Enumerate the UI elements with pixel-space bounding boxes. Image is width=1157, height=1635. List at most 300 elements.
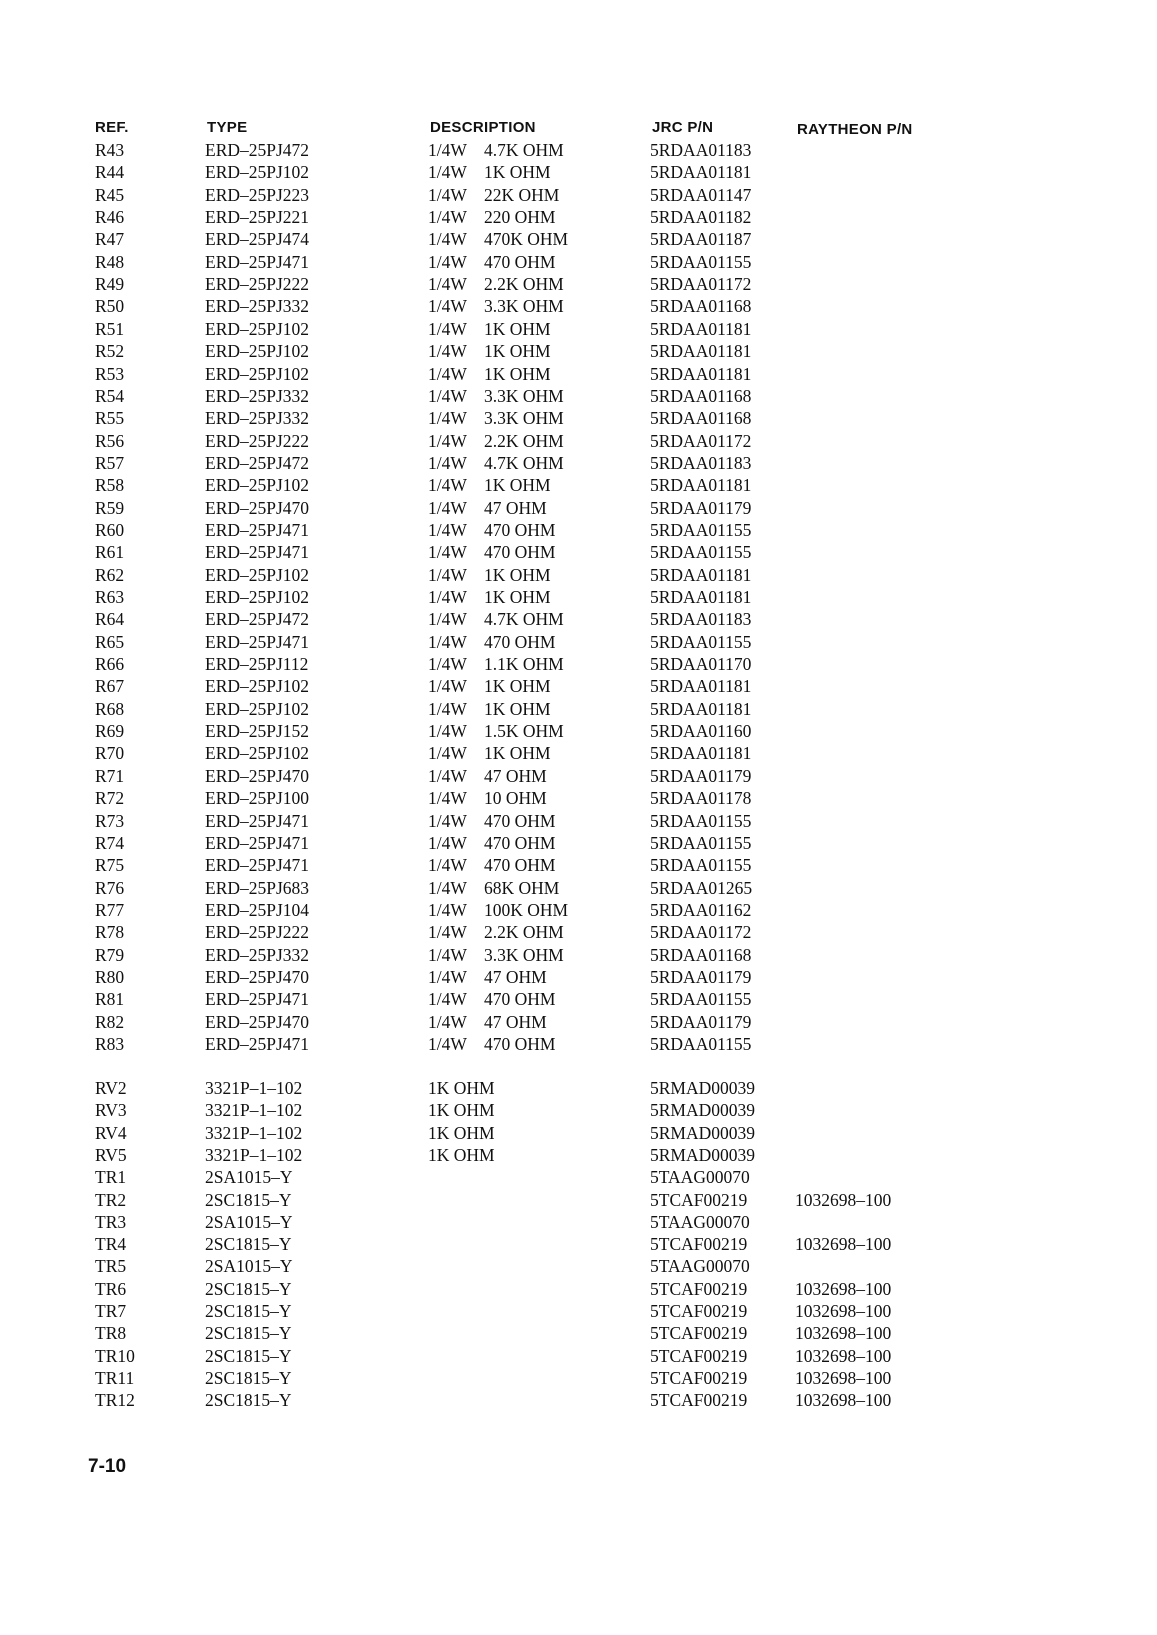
cell-type: ERD–25PJ102 (205, 341, 310, 362)
cell-type: ERD–25PJ471 (205, 855, 310, 876)
cell-jrc-pn: 5RDAA01181 (650, 698, 752, 719)
cell-wattage: 1/4W (428, 363, 467, 384)
cell-ref: R70 (95, 743, 125, 764)
cell-value: 470 OHM (484, 542, 556, 563)
table-row (0, 608, 1157, 630)
cell-wattage: 1/4W (428, 832, 467, 853)
cell-jrc-pn: 5TAAG00070 (650, 1167, 750, 1188)
cell-ref: R53 (95, 363, 125, 384)
cell-value: 470 OHM (484, 251, 556, 272)
cell-jrc-pn: 5RDAA01181 (650, 564, 752, 585)
cell-value: 470 OHM (484, 989, 556, 1010)
cell-wattage: 1/4W (428, 274, 467, 295)
cell-type: ERD–25PJ222 (205, 430, 310, 451)
cell-type: ERD–25PJ102 (205, 475, 310, 496)
cell-value: 470 OHM (484, 1034, 556, 1054)
cell-type: ERD–25PJ102 (205, 318, 310, 339)
cell-type: ERD–25PJ112 (205, 654, 309, 675)
cell-jrc-pn: 5TCAF00219 (650, 1301, 748, 1321)
cell-jrc-pn: 5RDAA01179 (650, 497, 752, 518)
cell-type: ERD–25PJ683 (205, 877, 310, 898)
cell-type: ERD–25PJ472 (205, 140, 310, 160)
cell-wattage: 1/4W (428, 184, 467, 205)
cell-wattage: 1/4W (428, 318, 467, 339)
cell-jrc-pn: 5TAAG00070 (650, 1256, 750, 1277)
cell-raytheon-pn: 1032698–100 (795, 1189, 892, 1210)
cell-value: 47 OHM (484, 1011, 547, 1032)
cell-ref: R50 (95, 296, 125, 317)
cell-wattage: 1/4W (428, 966, 467, 987)
table-row (0, 251, 1157, 273)
cell-ref: R46 (95, 207, 125, 228)
cell-ref: R51 (95, 318, 125, 339)
table-row (0, 1233, 1157, 1255)
cell-ref: TR1 (95, 1167, 127, 1188)
cell-value: 1K OHM (484, 564, 551, 585)
cell-jrc-pn: 5RDAA01155 (650, 1034, 752, 1054)
cell-type: ERD–25PJ471 (205, 1034, 310, 1054)
cell-ref: R78 (95, 922, 125, 943)
cell-value: 470K OHM (484, 229, 569, 250)
cell-value: 10 OHM (484, 788, 547, 809)
cell-type: 2SC1815–Y (205, 1234, 292, 1255)
table-row (0, 519, 1157, 541)
cell-wattage: 1/4W (428, 698, 467, 719)
cell-ref: TR11 (95, 1367, 135, 1388)
cell-ref: R52 (95, 341, 125, 362)
cell-value: 470 OHM (484, 519, 556, 540)
cell-wattage: 1/4W (428, 989, 467, 1010)
cell-type: ERD–25PJ102 (205, 363, 310, 384)
cell-type: 2SA1015–Y (205, 1211, 293, 1232)
cell-type: ERD–25PJ471 (205, 810, 310, 831)
cell-value: 2.2K OHM (484, 430, 564, 451)
table-row (0, 742, 1157, 764)
cell-type: ERD–25PJ470 (205, 497, 310, 518)
cell-ref: R75 (95, 855, 125, 876)
cell-jrc-pn: 5RDAA01172 (650, 430, 752, 451)
table-row (0, 295, 1157, 317)
cell-wattage: 1/4W (428, 765, 467, 786)
cell-jrc-pn: 5RDAA01168 (650, 944, 752, 965)
cell-type: ERD–25PJ332 (205, 385, 310, 406)
cell-type: ERD–25PJ332 (205, 408, 310, 429)
table-row (0, 1011, 1157, 1033)
cell-wattage: 1/4W (428, 408, 467, 429)
cell-jrc-pn: 5TCAF00219 (650, 1345, 748, 1366)
cell-wattage: 1/4W (428, 899, 467, 920)
cell-jrc-pn: 5RDAA01182 (650, 207, 752, 228)
cell-wattage: 1/4W (428, 855, 467, 876)
cell-wattage: 1/4W (428, 296, 467, 317)
cell-raytheon-pn: 1032698–100 (795, 1323, 892, 1344)
cell-value: 3.3K OHM (484, 944, 564, 965)
cell-wattage: 1/4W (428, 1011, 467, 1032)
cell-jrc-pn: 5RDAA01155 (650, 832, 752, 853)
table-row (0, 1255, 1157, 1277)
table-row (0, 966, 1157, 988)
cell-type: 3321P–1–102 (205, 1122, 303, 1143)
cell-wattage: 1/4W (428, 564, 467, 585)
cell-value: 4.7K OHM (484, 609, 564, 630)
cell-type: ERD–25PJ471 (205, 251, 310, 272)
cell-wattage: 1/4W (428, 922, 467, 943)
cell-jrc-pn: 5RDAA01155 (650, 855, 752, 876)
cell-value: 1K OHM (484, 475, 551, 496)
cell-value: 1K OHM (428, 1122, 495, 1143)
cell-jrc-pn: 5RDAA01155 (650, 542, 752, 563)
cell-value: 1K OHM (484, 318, 551, 339)
cell-ref: R69 (95, 721, 125, 742)
cell-jrc-pn: 5RDAA01168 (650, 296, 752, 317)
cell-type: 2SC1815–Y (205, 1323, 292, 1344)
table-row (0, 363, 1157, 385)
table-row (0, 854, 1157, 876)
table-row (0, 899, 1157, 921)
cell-wattage: 1/4W (428, 385, 467, 406)
cell-ref: R49 (95, 274, 125, 295)
cell-jrc-pn: 5RDAA01178 (650, 788, 752, 809)
cell-value: 1K OHM (484, 587, 551, 607)
cell-value: 2.2K OHM (484, 922, 564, 943)
cell-value: 3.3K OHM (484, 385, 564, 406)
cell-wattage: 1/4W (428, 631, 467, 652)
cell-wattage: 1/4W (428, 542, 467, 563)
cell-ref: RV2 (95, 1078, 127, 1098)
cell-type: ERD–25PJ332 (205, 944, 310, 965)
cell-ref: R66 (95, 654, 125, 675)
cell-ref: R82 (95, 1011, 125, 1032)
table-row (0, 653, 1157, 675)
cell-jrc-pn: 5TCAF00219 (650, 1390, 748, 1411)
cell-value: 47 OHM (484, 765, 547, 786)
cell-wattage: 1/4W (428, 587, 467, 607)
cell-value: 220 OHM (484, 207, 556, 228)
cell-type: 2SA1015–Y (205, 1256, 293, 1277)
table-row (0, 161, 1157, 183)
cell-raytheon-pn: 1032698–100 (795, 1367, 892, 1388)
cell-ref: RV4 (95, 1122, 127, 1143)
cell-ref: TR5 (95, 1256, 127, 1277)
cell-ref: R58 (95, 475, 125, 496)
cell-jrc-pn: 5RDAA01155 (650, 810, 752, 831)
table-row (0, 1345, 1157, 1367)
cell-jrc-pn: 5RDAA01155 (650, 989, 752, 1010)
table-row (0, 1211, 1157, 1233)
cell-value: 1K OHM (484, 698, 551, 719)
cell-type: ERD–25PJ222 (205, 274, 310, 295)
cell-jrc-pn: 5TCAF00219 (650, 1367, 748, 1388)
cell-ref: R60 (95, 519, 125, 540)
header-description: DESCRIPTION (430, 119, 536, 136)
cell-wattage: 1/4W (428, 207, 467, 228)
table-row (0, 497, 1157, 519)
cell-ref: TR4 (95, 1234, 127, 1255)
header-type: TYPE (207, 119, 248, 136)
cell-value: 1K OHM (428, 1100, 495, 1121)
table-row (0, 810, 1157, 832)
cell-wattage: 1/4W (428, 654, 467, 675)
cell-ref: R55 (95, 408, 125, 429)
cell-type: ERD–25PJ472 (205, 452, 310, 473)
cell-jrc-pn: 5RDAA01183 (650, 140, 752, 160)
table-row (0, 228, 1157, 250)
cell-ref: R43 (95, 140, 125, 160)
table-row (0, 765, 1157, 787)
cell-jrc-pn: 5TCAF00219 (650, 1323, 748, 1344)
table-row (0, 206, 1157, 228)
cell-jrc-pn: 5TCAF00219 (650, 1278, 748, 1299)
cell-ref: R80 (95, 966, 125, 987)
cell-ref: TR8 (95, 1323, 127, 1344)
cell-ref: R45 (95, 184, 125, 205)
cell-type: 2SC1815–Y (205, 1278, 292, 1299)
header-raytheon-pn: RAYTHEON P/N (797, 121, 913, 138)
table-row (0, 1278, 1157, 1300)
table-row (0, 586, 1157, 608)
cell-type: ERD–25PJ100 (205, 788, 310, 809)
cell-ref: R72 (95, 788, 125, 809)
cell-wattage: 1/4W (428, 944, 467, 965)
cell-value: 22K OHM (484, 184, 560, 205)
cell-ref: R56 (95, 430, 125, 451)
cell-ref: TR12 (95, 1390, 135, 1411)
cell-type: ERD–25PJ472 (205, 609, 310, 630)
table-row (0, 1189, 1157, 1211)
cell-jrc-pn: 5RDAA01179 (650, 765, 752, 786)
cell-ref: R61 (95, 542, 125, 563)
cell-type: ERD–25PJ102 (205, 676, 310, 697)
cell-jrc-pn: 5RMAD00039 (650, 1078, 756, 1098)
cell-value: 4.7K OHM (484, 140, 564, 160)
cell-wattage: 1/4W (428, 1034, 467, 1054)
table-row (0, 541, 1157, 563)
cell-jrc-pn: 5RMAD00039 (650, 1144, 756, 1165)
cell-type: ERD–25PJ102 (205, 743, 310, 764)
cell-wattage: 1/4W (428, 251, 467, 272)
cell-type: ERD–25PJ471 (205, 989, 310, 1010)
cell-type: ERD–25PJ471 (205, 542, 310, 563)
cell-value: 3.3K OHM (484, 408, 564, 429)
cell-ref: TR7 (95, 1301, 127, 1321)
table-row (0, 474, 1157, 496)
cell-type: ERD–25PJ471 (205, 832, 310, 853)
cell-value: 100K OHM (484, 899, 569, 920)
cell-type: ERD–25PJ102 (205, 698, 310, 719)
cell-ref: R83 (95, 1034, 125, 1054)
table-row (0, 1144, 1157, 1166)
cell-ref: TR10 (95, 1345, 135, 1366)
cell-ref: R47 (95, 229, 125, 250)
cell-raytheon-pn: 1032698–100 (795, 1345, 892, 1366)
cell-jrc-pn: 5RDAA01183 (650, 452, 752, 473)
table-row (0, 1166, 1157, 1188)
cell-jrc-pn: 5TCAF00219 (650, 1234, 748, 1255)
cell-raytheon-pn: 1032698–100 (795, 1234, 892, 1255)
cell-type: ERD–25PJ222 (205, 922, 310, 943)
table-row (0, 631, 1157, 653)
cell-value: 470 OHM (484, 810, 556, 831)
header-jrc-pn: JRC P/N (652, 119, 714, 136)
cell-type: ERD–25PJ474 (205, 229, 310, 250)
cell-wattage: 1/4W (428, 519, 467, 540)
cell-ref: R44 (95, 162, 125, 183)
table-row (0, 1367, 1157, 1389)
cell-jrc-pn: 5RDAA01170 (650, 654, 752, 675)
table-row (0, 273, 1157, 295)
table-row (0, 787, 1157, 809)
cell-type: ERD–25PJ104 (205, 899, 310, 920)
header-ref: REF. (95, 119, 129, 136)
cell-type: 3321P–1–102 (205, 1078, 303, 1098)
cell-value: 470 OHM (484, 832, 556, 853)
cell-wattage: 1/4W (428, 229, 467, 250)
cell-jrc-pn: 5RDAA01147 (650, 184, 752, 205)
table-row (0, 988, 1157, 1010)
table-row (0, 430, 1157, 452)
cell-type: ERD–25PJ152 (205, 721, 310, 742)
cell-ref: R57 (95, 452, 125, 473)
table-row (0, 385, 1157, 407)
cell-jrc-pn: 5RDAA01162 (650, 899, 752, 920)
cell-wattage: 1/4W (428, 788, 467, 809)
cell-type: ERD–25PJ223 (205, 184, 310, 205)
cell-type: ERD–25PJ102 (205, 564, 310, 585)
cell-ref: R54 (95, 385, 125, 406)
table-row (0, 675, 1157, 697)
cell-ref: R62 (95, 564, 125, 585)
cell-jrc-pn: 5RMAD00039 (650, 1100, 756, 1121)
cell-ref: R74 (95, 832, 125, 853)
page-number: 7-10 (88, 1456, 127, 1477)
cell-jrc-pn: 5RDAA01155 (650, 519, 752, 540)
cell-value: 1K OHM (484, 743, 551, 764)
cell-value: 1K OHM (484, 363, 551, 384)
table-row (0, 832, 1157, 854)
cell-type: ERD–25PJ471 (205, 519, 310, 540)
cell-jrc-pn: 5RDAA01179 (650, 1011, 752, 1032)
cell-ref: R77 (95, 899, 125, 920)
cell-ref: R71 (95, 765, 125, 786)
cell-type: 2SA1015–Y (205, 1167, 293, 1188)
cell-value: 3.3K OHM (484, 296, 564, 317)
cell-value: 47 OHM (484, 966, 547, 987)
cell-type: ERD–25PJ471 (205, 631, 310, 652)
cell-type: ERD–25PJ221 (205, 207, 310, 228)
table-row (0, 340, 1157, 362)
cell-type: 3321P–1–102 (205, 1100, 303, 1121)
cell-jrc-pn: 5RDAA01181 (650, 587, 752, 607)
cell-value: 4.7K OHM (484, 452, 564, 473)
cell-jrc-pn: 5RDAA01181 (650, 341, 752, 362)
cell-jrc-pn: 5RDAA01181 (650, 743, 752, 764)
table-row (0, 698, 1157, 720)
cell-ref: R81 (95, 989, 125, 1010)
cell-jrc-pn: 5RMAD00039 (650, 1122, 756, 1143)
cell-type: ERD–25PJ470 (205, 1011, 310, 1032)
cell-ref: TR2 (95, 1189, 127, 1210)
cell-ref: R64 (95, 609, 125, 630)
table-row (0, 407, 1157, 429)
table-row (0, 1077, 1157, 1099)
cell-type: 2SC1815–Y (205, 1345, 292, 1366)
cell-type: ERD–25PJ102 (205, 587, 310, 607)
table-row (0, 1389, 1157, 1411)
table-row (0, 184, 1157, 206)
cell-ref: TR6 (95, 1278, 127, 1299)
cell-wattage: 1/4W (428, 452, 467, 473)
cell-ref: R79 (95, 944, 125, 965)
cell-jrc-pn: 5RDAA01265 (650, 877, 753, 898)
cell-jrc-pn: 5RDAA01181 (650, 676, 752, 697)
cell-value: 1K OHM (428, 1144, 495, 1165)
cell-raytheon-pn: 1032698–100 (795, 1390, 892, 1411)
cell-jrc-pn: 5RDAA01181 (650, 363, 752, 384)
cell-type: 2SC1815–Y (205, 1189, 292, 1210)
cell-type: 3321P–1–102 (205, 1144, 303, 1165)
table-row (0, 452, 1157, 474)
table-row (0, 720, 1157, 742)
cell-jrc-pn: 5RDAA01155 (650, 631, 752, 652)
table-row (0, 564, 1157, 586)
cell-type: ERD–25PJ102 (205, 162, 310, 183)
cell-value: 1K OHM (484, 341, 551, 362)
cell-ref: R76 (95, 877, 125, 898)
cell-wattage: 1/4W (428, 676, 467, 697)
table-row (0, 877, 1157, 899)
cell-raytheon-pn: 1032698–100 (795, 1278, 892, 1299)
cell-value: 470 OHM (484, 631, 556, 652)
cell-value: 1K OHM (484, 162, 551, 183)
cell-wattage: 1/4W (428, 609, 467, 630)
cell-ref: R67 (95, 676, 125, 697)
cell-value: 470 OHM (484, 855, 556, 876)
cell-ref: RV3 (95, 1100, 127, 1121)
table-row (0, 139, 1157, 161)
cell-wattage: 1/4W (428, 497, 467, 518)
cell-value: 1K OHM (484, 676, 551, 697)
cell-value: 2.2K OHM (484, 274, 564, 295)
cell-jrc-pn: 5RDAA01183 (650, 609, 752, 630)
cell-jrc-pn: 5RDAA01155 (650, 251, 752, 272)
cell-ref: TR3 (95, 1211, 127, 1232)
cell-wattage: 1/4W (428, 877, 467, 898)
cell-jrc-pn: 5RDAA01172 (650, 274, 752, 295)
cell-jrc-pn: 5RDAA01181 (650, 162, 752, 183)
cell-value: 68K OHM (484, 877, 560, 898)
cell-jrc-pn: 5RDAA01181 (650, 475, 752, 496)
cell-value: 1.1K OHM (484, 654, 564, 675)
table-row (0, 1099, 1157, 1121)
cell-wattage: 1/4W (428, 430, 467, 451)
cell-wattage: 1/4W (428, 341, 467, 362)
cell-type: ERD–25PJ470 (205, 966, 310, 987)
cell-value: 1.5K OHM (484, 721, 564, 742)
cell-ref: RV5 (95, 1144, 127, 1165)
cell-wattage: 1/4W (428, 810, 467, 831)
cell-wattage: 1/4W (428, 743, 467, 764)
cell-type: ERD–25PJ332 (205, 296, 310, 317)
table-row (0, 1300, 1157, 1322)
cell-ref: R65 (95, 631, 125, 652)
cell-value: 47 OHM (484, 497, 547, 518)
cell-ref: R68 (95, 698, 125, 719)
table-row (0, 1322, 1157, 1344)
table-row (0, 921, 1157, 943)
cell-wattage: 1/4W (428, 140, 467, 160)
cell-ref: R48 (95, 251, 125, 272)
cell-jrc-pn: 5RDAA01172 (650, 922, 752, 943)
